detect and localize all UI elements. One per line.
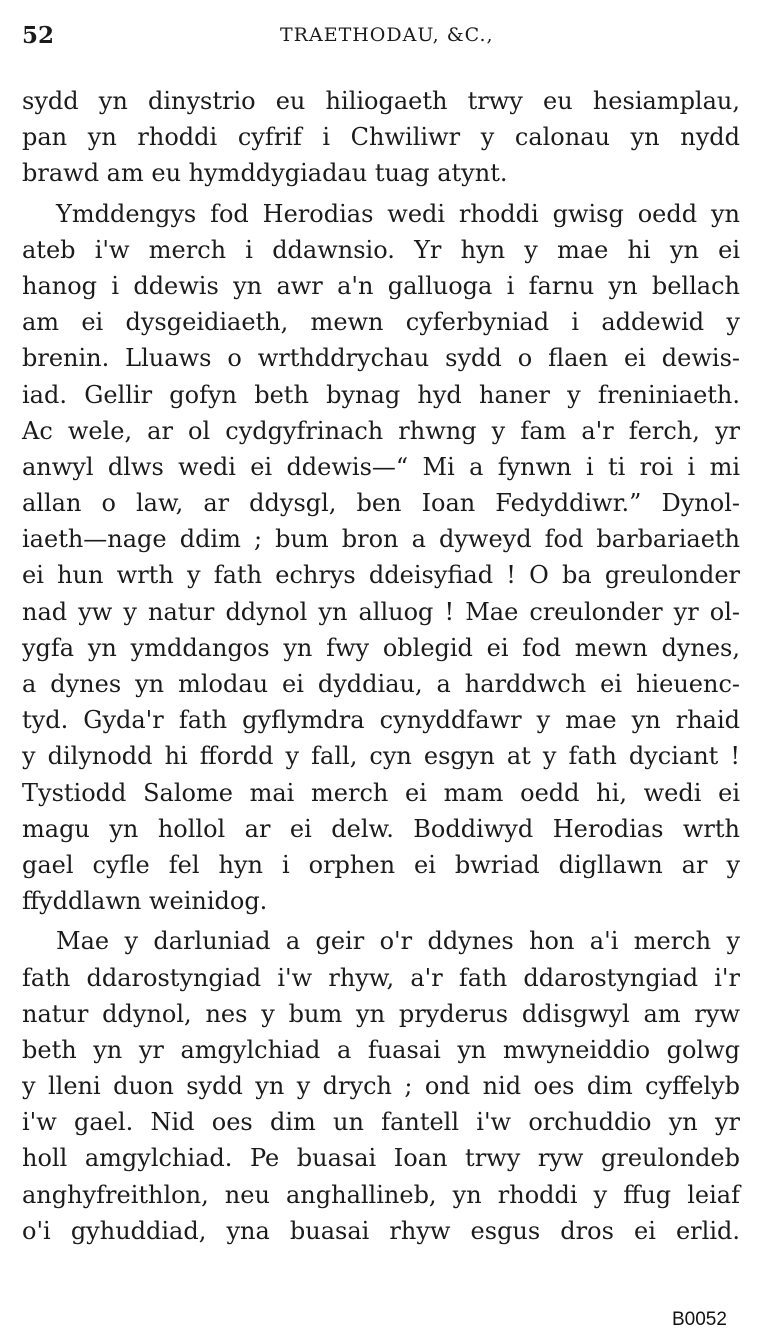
text-line: iad. Gellir gofyn beth bynag hyd haner y freniniaeth. [22, 380, 740, 409]
text-line: sydd yn dinystrio eu hiliogaeth trwy eu hesiamplau, [22, 87, 740, 115]
text-line: y lleni duon sydd yn y drych ; ond nid oes dim cyffelyb [22, 1072, 740, 1101]
text-line: ffyddlawn weinidog. [22, 887, 268, 916]
text-line: allan o law, ar ddysgl, ben Ioan Fedyddiwr.” Dynol- [22, 489, 740, 518]
text-line: beth yn yr amgylchiad a fuasai yn mwyneiddio golwg [22, 1035, 740, 1064]
running-title: TRAETHODAU, &C., [280, 24, 494, 46]
page-number: 52 [22, 22, 55, 49]
text-line: fath ddarostyngiad i'w rhyw, a'r fath ddarostyngiad i'r [22, 963, 740, 992]
text-line: holl amgylchiad. Pe buasai Ioan trwy ryw greulondeb [22, 1144, 740, 1173]
text-line: iaeth—nage ddim ; bum bron a dyweyd fod barbariaeth [22, 525, 740, 554]
text-line: ateb i'w merch i ddawnsio. Yr hyn y mae hi yn ei [22, 235, 740, 264]
text-line: natur ddynol, nes y bum yn pryderus ddisgwyl am ryw [22, 999, 740, 1028]
text-line: magu yn hollol ar ei delw. Boddiwyd Herodias wrth [22, 814, 740, 843]
text-line: am ei dysgeidiaeth, mewn cyferbyniad i addewid y [22, 308, 740, 337]
body-text [22, 83, 740, 1249]
catalog-code: B0052 [672, 1309, 727, 1330]
page-header [22, 22, 742, 54]
text-line: brenin. Lluaws o wrthddrychau sydd o flaen ei dewis- [22, 344, 740, 373]
text-line: anghyfreithlon, neu anghallineb, yn rhoddi y ffug leiaf [22, 1180, 740, 1209]
text-line: ygfa yn ymddangos yn fwy oblegid ei fod mewn dynes, [22, 633, 740, 662]
text-line: Mae y darluniad a geir o'r ddynes hon a'i merch y [56, 927, 740, 956]
text-line: gael cyfle fel hyn i orphen ei bwriad digllawn ar y [22, 850, 740, 879]
text-line: Ymddengys fod Herodias wedi rhoddi gwisg oedd yn [56, 199, 740, 228]
text-line: o'i gyhuddiad, yna buasai rhyw esgus dros ei erlid. [22, 1216, 740, 1245]
text-line: a dynes yn mlodau ei dyddiau, a harddwch ei hieuenc- [22, 670, 740, 698]
text-line: i'w gael. Nid oes dim un fantell i'w orchuddio yn yr [22, 1108, 740, 1137]
text-line: Tystiodd Salome mai merch ei mam oedd hi, wedi ei [22, 778, 740, 807]
text-line: hanog i ddewis yn awr a'n galluoga i farnu yn bellach [22, 271, 740, 300]
text-line: nad yw y natur ddynol yn alluog ! Mae creulonder yr ol- [22, 597, 740, 626]
text-line: tyd. Gyda'r fath gyflymdra cynyddfawr y mae yn rhaid [22, 706, 740, 735]
text-line: Ac wele, ar ol cydgyfrinach rhwng y fam a'r ferch, yr [22, 416, 740, 445]
text-line: brawd am eu hymddygiadau tuag atynt. [22, 159, 508, 188]
text-line: y dilynodd hi ffordd y fall, cyn esgyn at y fath dyciant ! [22, 742, 740, 771]
text-line: anwyl dlws wedi ei ddewis—“ Mi a fynwn i ti roi i mi [22, 452, 740, 481]
text-line: ei hun wrth y fath echrys ddeisyfiad ! O ba greulonder [22, 561, 740, 590]
text-line: pan yn rhoddi cyfrif i Chwiliwr y calonau yn nydd [22, 123, 740, 152]
